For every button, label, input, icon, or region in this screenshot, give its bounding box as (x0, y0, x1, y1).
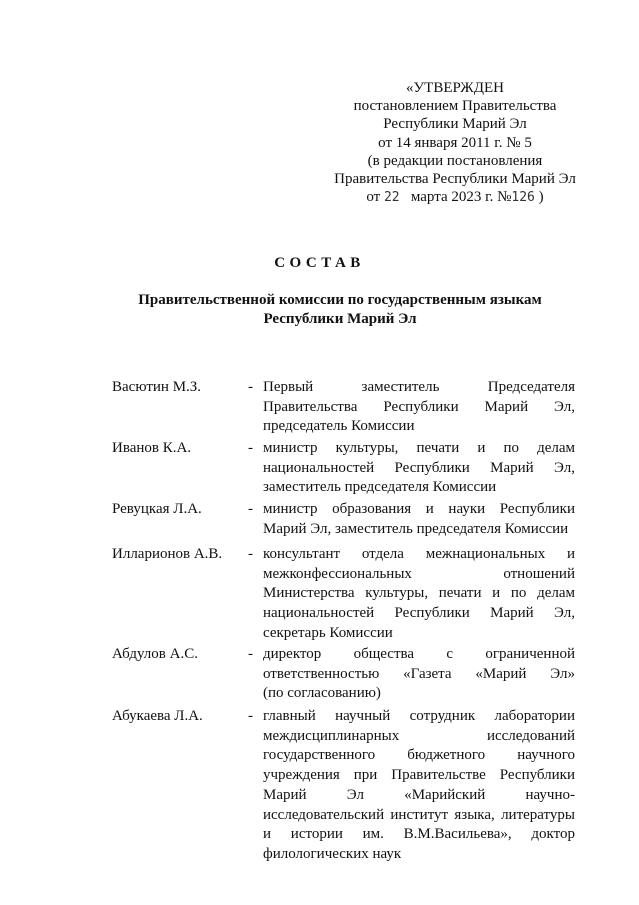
member-name: Абдулов А.С. (112, 646, 198, 662)
member-dash: - (248, 708, 253, 724)
member-role (263, 645, 575, 704)
role-line: министр образования и науки Республики (263, 501, 575, 517)
member-name: Васютин М.З. (112, 379, 202, 395)
role-line: (по согласованию) (263, 685, 381, 702)
role-line: исследовательский институт языка, литературы (263, 806, 575, 823)
approval-day: 22 (383, 190, 400, 206)
role-line: председатель Комиссии (263, 418, 415, 435)
role-line: главный научный сотрудник лаборатории (263, 708, 575, 724)
role-line: национальностей Республики Марий Эл, (263, 605, 575, 622)
approval-from: от (366, 189, 381, 206)
member-name: Илларионов А.В. (112, 546, 223, 562)
member-role (263, 439, 575, 498)
role-line: директор общества с ограниченной (263, 646, 575, 662)
role-line: государственного бюджетного научного (263, 747, 575, 764)
subtitle-line: Правительственной комиссии по государственным языкам (138, 292, 542, 308)
approval-date-text: марта 2023 г. № (410, 189, 512, 206)
approval-line: (в редакции постановления (367, 152, 543, 169)
member-role (263, 545, 575, 644)
role-line: Правительства Республики Марий Эл, (263, 398, 575, 415)
role-line: междисциплинарных исследований (263, 727, 575, 744)
member-dash: - (248, 501, 253, 517)
document-subtitle (100, 291, 580, 328)
role-line: Первый заместитель Председателя (263, 379, 575, 395)
role-line: секретарь Комиссии (263, 624, 393, 641)
role-line: ответственностью «Газета «Марий Эл» (263, 665, 575, 682)
member-role (263, 707, 575, 865)
member-name: Абукаева Л.А. (112, 708, 203, 724)
role-line: учреждения при Правительстве Республики (263, 767, 575, 784)
role-line: Марий Эл, заместитель председателя Комиссии (263, 520, 569, 537)
approval-line: Республики Марий Эл (383, 116, 527, 133)
approval-line: «УТВЕРЖДЕН (406, 80, 504, 96)
role-line: межконфессиональных отношений (263, 565, 575, 582)
approval-line: Правительства Республики Марий Эл (334, 171, 576, 188)
role-line: министр культуры, печати и по делам (263, 440, 575, 456)
role-line: заместитель председателя Комиссии (263, 479, 497, 496)
member-dash: - (248, 440, 253, 456)
member-role (263, 500, 575, 539)
member-name: Иванов К.А. (112, 440, 192, 456)
role-line: национальностей Республики Марий Эл, (263, 459, 575, 476)
approval-line: постановлением Правительства (353, 98, 557, 115)
member-role (263, 378, 575, 437)
member-dash: - (248, 379, 253, 395)
subtitle-line: Республики Марий Эл (263, 310, 417, 327)
role-line: и истории им. В.М.Васильева», доктор (263, 826, 575, 843)
approval-close: ) (538, 189, 544, 206)
document-title: СОСТАВ (274, 255, 365, 271)
approval-edition-line (300, 188, 610, 207)
role-line: Марий Эл «Марийский научно- (263, 786, 575, 803)
approval-number: 126 (511, 190, 535, 206)
member-name: Ревуцкая Л.А. (112, 501, 202, 517)
role-line: филологических наук (263, 845, 402, 862)
role-line: консультант отдела межнациональных и (263, 546, 575, 562)
approval-line: от 14 января 2011 г. № 5 (378, 134, 532, 151)
approval-stamp (300, 79, 610, 207)
member-dash: - (248, 546, 253, 562)
member-dash: - (248, 646, 253, 662)
role-line: Министерства культуры, печати и по делам (263, 585, 575, 602)
